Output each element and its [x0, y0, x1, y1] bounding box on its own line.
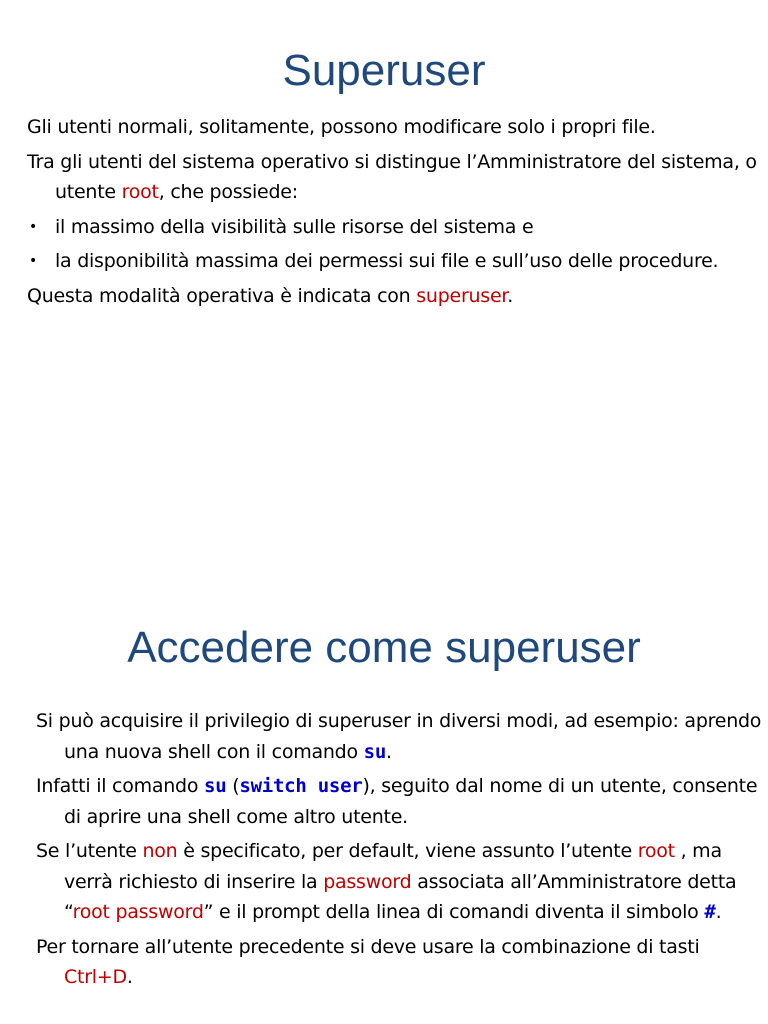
slide-body: [27, 112, 762, 315]
paragraph-acquire-privilege: Si può acquisire il privilegio di superuser in diversi modi, ad esempio: aprendo una nuova shell con il comando su.: [36, 710, 762, 763]
paragraph-administrator: Tra gli utenti del sistema operativo si distingue l’Amministratore del sistema, o utente root, che possiede:: [27, 150, 757, 203]
paragraph-superuser-mode: Questa modalità operativa è indicata con superuser.: [27, 284, 513, 307]
paragraph-return-user: Per tornare all’utente precedente si deve usare la combinazione di tasti Ctrl+D.: [36, 935, 700, 988]
paragraph-default-root: Se l’utente non è specificato, per default, viene assunto l’utente root , ma verrà richiesto di inserire la password associata all’Amministratore detta “root password” e il prompt della linea di comandi diventa il simbolo #.: [36, 840, 737, 923]
highlight-ctrl-d: Ctrl+D: [64, 966, 127, 988]
code-su: su: [204, 775, 227, 797]
bullet-visibility: • il massimo della visibilità sulle risorse del sistema e: [27, 212, 762, 243]
bullet-permissions: • la disponibilità massima dei permessi sui file e sull’uso delle procedure.: [27, 246, 762, 277]
code-hash-prompt: #: [704, 901, 716, 923]
slide-title: Accedere come superuser: [127, 623, 641, 672]
bullet-icon: •: [29, 218, 38, 235]
highlight-root: root: [637, 840, 675, 862]
paragraph-normal-users: Gli utenti normali, solitamente, possono modificare solo i propri file.: [27, 116, 656, 138]
highlight-non: non: [142, 840, 178, 862]
paragraph-su-command: Infatti il comando su (switch user), seguito dal nome di un utente, consente di aprire una shell come altro utente.: [36, 775, 758, 828]
highlight-root-password: root password: [72, 901, 204, 923]
code-su: su: [363, 740, 387, 763]
slide-accedere-superuser: [0, 512, 768, 1024]
highlight-root: root: [121, 181, 159, 203]
slide-title: Superuser: [282, 46, 486, 95]
bullet-icon: •: [29, 253, 38, 269]
slide-body: [36, 706, 766, 997]
highlight-superuser: superuser: [416, 284, 508, 307]
code-switch-user: switch user: [239, 775, 363, 797]
highlight-password: password: [323, 870, 412, 893]
